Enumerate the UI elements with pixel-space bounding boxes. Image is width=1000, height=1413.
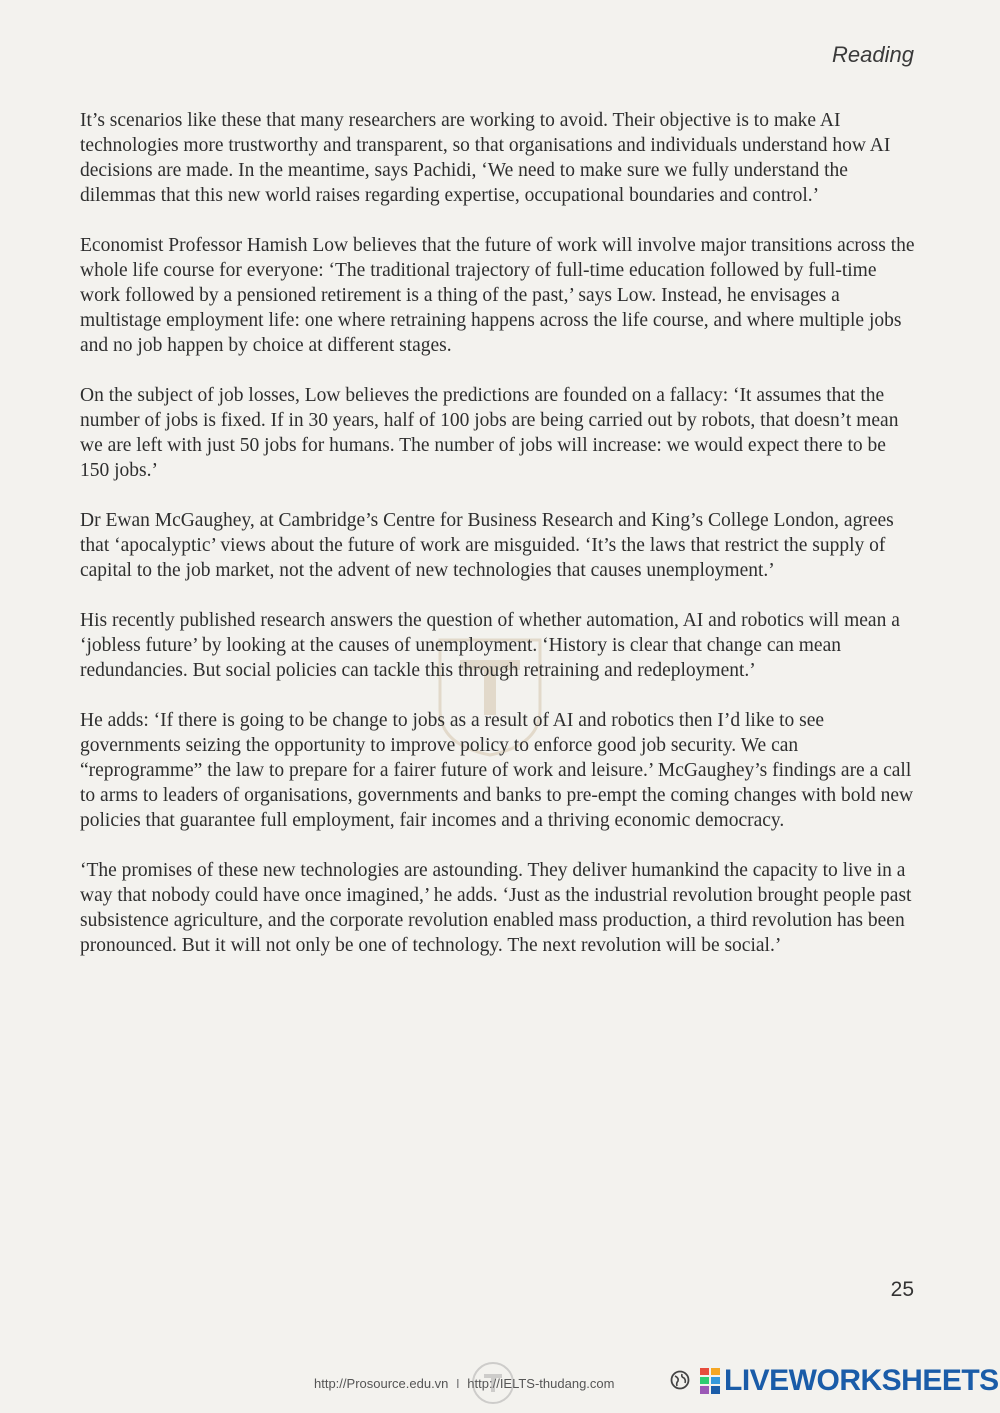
article-paragraph-1: It’s scenarios like these that many researchers are working to avoid. Their objective is to make AI technologies more trustworthy and transparent, so that organisations and individuals understand how AI decisions are made. In the meantime, says Pachidi, ‘We need to make sure we fully understand the dilemmas that this new world raises regarding expertise, occupational boundaries and control.’ (80, 110, 891, 206)
article-paragraph-7: ‘The promises of these new technologies are astounding. They deliver humankind the capacity to live in a way that nobody could have once imagined,’ he adds. ‘Just as the industrial revolution brought people past subsistence agriculture, and the corporate revolution enabled mass production, a third revolution has been pronounced. But it will not only be one of technology. The next revolution will be social.’ (80, 860, 912, 956)
liveworksheets-logo[interactable] (700, 1366, 999, 1396)
liveworksheets-brand-text: LIVEWORKSHEETS (724, 1364, 999, 1397)
footer-badge-icon (470, 1360, 516, 1406)
page-number: 25 (890, 1278, 914, 1301)
footer-separator: I (456, 1376, 460, 1391)
article-paragraph-6: He adds: ‘If there is going to be change to jobs as a result of AI and robotics then I’d like to see governments seizing the opportunity to improve policy to enforce good job security. We can “reprogramme” the law to prepare for a fairer future of work and leisure.’ McGaughey’s findings are a call to arms to leaders of organisations, governments and banks to pre-empt the coming changes with bold new policies that guarantee full employment, fair incomes and a thriving economic democracy. (80, 710, 914, 831)
footer (0, 1360, 1000, 1413)
ielts-thudang-link[interactable]: http://IELTS-thudang.com (467, 1376, 615, 1391)
article-paragraph-3: On the subject of job losses, Low believes the predictions are founded on a fallacy: ‘It assumes that the number of jobs is fixed. If in 30 years, half of 100 jobs are being carried out by robots, that doesn’t mean we are left with just 50 jobs for humans. The number of jobs will increase: we would expect there to be 150 jobs.’ (80, 385, 899, 481)
article-body (80, 108, 920, 983)
article-paragraph-2: Economist Professor Hamish Low believes that the future of work will involve major transitions across the whole life course for everyone: ‘The traditional trajectory of full-time education followed by full-time work followed by a pensioned retirement is a thing of the past,’ says Low. Instead, he envisages a multistage employment life: one where retraining happens across the life course, and where multiple jobs and no job happen by choice at different stages. (80, 235, 915, 356)
globe-icon[interactable] (670, 1370, 690, 1390)
footer-links (314, 1376, 614, 1391)
liveworksheets-grid-icon (700, 1368, 720, 1394)
prosource-link[interactable]: http://Prosource.edu.vn (314, 1376, 449, 1391)
section-label: Reading (832, 42, 914, 67)
article-paragraph-4: Dr Ewan McGaughey, at Cambridge’s Centre for Business Research and King’s College London, agrees that ‘apocalyptic’ views about the future of work are misguided. ‘It’s the laws that restrict the supply of capital to the job market, not the advent of new technologies that causes unemployment.’ (80, 510, 894, 581)
article-paragraph-5: His recently published research answers the question of whether automation, AI and robotics will mean a ‘jobless future’ by looking at the causes of unemployment. ‘History is clear that change can mean redundancies. But social policies can tackle this through retraining and redeployment.’ (80, 610, 900, 681)
